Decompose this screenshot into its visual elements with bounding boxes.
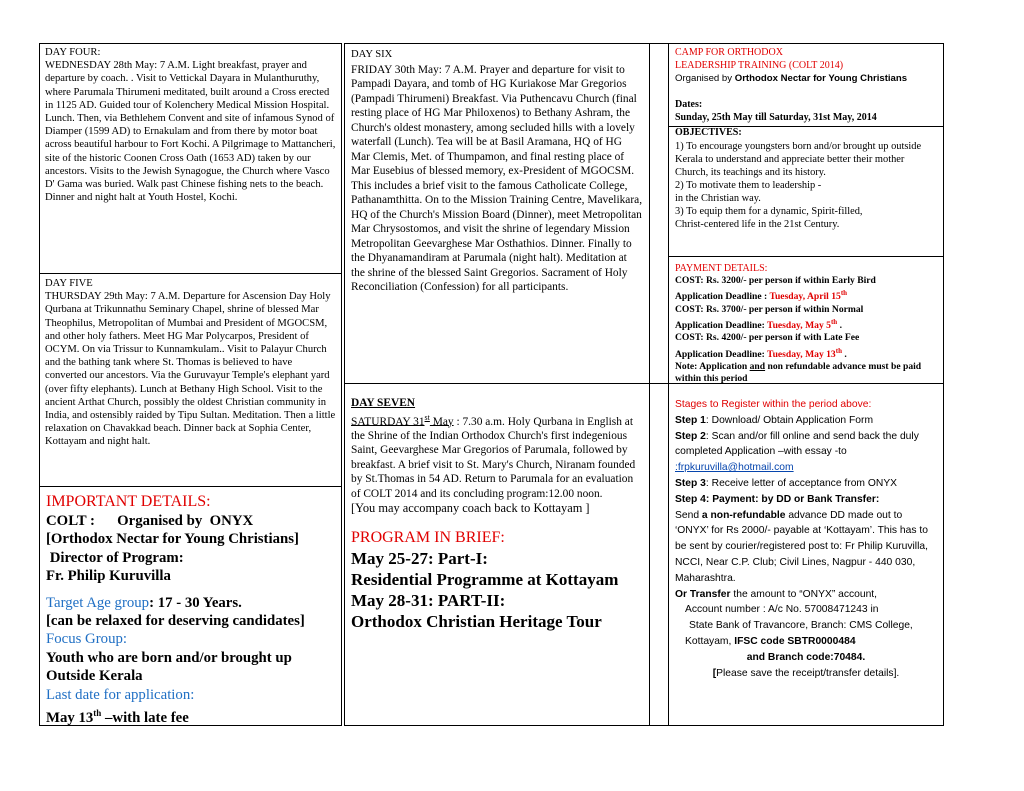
part1-dates: May 25-27: Part-I: (351, 548, 488, 568)
day-five-heading: DAY FIVE (45, 278, 93, 289)
dates-value: Sunday, 25th May till Saturday, 31st May, 2014 (675, 111, 877, 123)
camp-cell (668, 43, 944, 257)
day-seven-text: SATURDAY 31st May : 7.30 a.m. Holy Qurbana in English at the Shrine of the Indian Orthodox Church's first indegenious Saint, Geevarghese Mar Gregorios of Parumala, followed by breakfast. A brief visit to St. Mary's Church, Niranam founded by St.Thomas in 54 AD. Return to Parumala for an evaluation of COLT 2014 and its concluding program:12.00 noon. (351, 412, 636, 500)
target-age: Target Age group: 17 - 30 Years. (46, 594, 242, 611)
focus-value: Youth who are born and/or brought up Outside Kerala (46, 649, 292, 685)
day-four-heading: DAY FOUR: (45, 47, 101, 58)
dates-label: Dates: (675, 99, 703, 110)
camp-title-line2: LEADERSHIP TRAINING (COLT 2014) (675, 59, 844, 71)
dd-instructions: Send a non-refundable advance DD made out to ‘ONYX’ for Rs 2000/- payable at ‘Kottayam’. This has to be sent by courier/registered post to: Fr Philip Kuruvilla, NCCI, Near C.P. Club; Civil Lines, Nagpur - 440 030, Maharashtra. (675, 509, 928, 584)
cost-late-fee: COST: Rs. 4200/- per person if with Late Fee (675, 332, 860, 344)
bank-branch: State Bank of Travancore, Branch: CMS College, (689, 620, 913, 632)
day-five-cell (39, 273, 342, 487)
transfer-line: Or Transfer the amount to “ONYX” account, (675, 588, 878, 600)
colt-organiser: COLT : Organised by ONYX (46, 513, 254, 529)
last-date-label: Last date for application: (46, 686, 195, 703)
deadline-normal: Application Deadline: Tuesday, May 5th . (675, 318, 842, 332)
day-seven-cell (344, 383, 650, 726)
important-heading: IMPORTANT DETAILS: (46, 493, 211, 510)
organised-by: Organised by Orthodox Nectar for Young Christians (675, 73, 908, 84)
day-six-heading: DAY SIX (351, 49, 393, 60)
objective-3a: 3) To equip them for a dynamic, Spirit-filled, (675, 205, 863, 217)
day-six-cell (344, 43, 650, 384)
cost-normal: COST: Rs. 3700/- per person if within Normal (675, 303, 864, 315)
day-seven-heading: DAY SEVEN (351, 397, 416, 409)
camp-title-line1: CAMP FOR ORTHODOX (675, 47, 783, 58)
day-five-text: THURSDAY 29th May: 7 A.M. Departure for Ascension Day Holy Qurbana at Trikunnathu Seminary Chapel, shrine of blessed Mar Theophilus, Metropolitan of Mumbai and President of MGOCSM, and other holy fathers. Meet HG Mar Polycarpos, President of OCYM. On via Trissur to Kunnamkulam.. Visit to Palayur Church and the bathing tank where St. Thomas is believed to have converted our ancestors. Via the Guruvayur Temple's elephant yard (over fifty elephants). Lunch at Bethany High School. Visit to the ancient Arthat Church, possibly the oldest Christian community in India, and ostensibly raided by Tipu Sultan. Meditation. Then a little relaxation on Chavakkad beach. Dinner back at Sophia Center, Kottayam and night halt. (45, 291, 336, 448)
part1-name: Residential Programme at Kottayam (351, 569, 619, 589)
deadline-late-fee: Application Deadline: Tuesday, May 13th . (675, 346, 847, 360)
stages-heading: Stages to Register within the period above: (675, 399, 872, 410)
director-name: Fr. Philip Kuruvilla (46, 568, 171, 585)
part2-dates: May 28-31: PART-II: (351, 590, 506, 610)
coach-note: [You may accompany coach back to Kottayam ] (351, 501, 590, 516)
cost-early-bird: COST: Rs. 3200/- per person if within Early Bird (675, 275, 876, 287)
objectives-label: OBJECTIVES: (675, 127, 742, 138)
payment-heading: PAYMENT DETAILS: (675, 263, 768, 274)
payment-note: Note: Application and non refundable advance must be paid within this period (675, 360, 922, 384)
spacer-column-bottom (649, 383, 669, 726)
objective-2a: 2) To motivate them to leadership - (675, 179, 822, 191)
account-number: Account number : A/c No. 57008471243 in (685, 604, 879, 616)
contact-email[interactable] (675, 460, 937, 476)
payment-cell (668, 256, 944, 384)
step-1: Step 1: Download/ Obtain Application Form (675, 414, 874, 426)
spacer-column-top (649, 43, 669, 384)
onyx-full-name: [Orthodox Nectar for Young Christians] (46, 531, 299, 548)
last-date-value: May 13th –with late fee (46, 708, 189, 726)
save-receipt-note: [Please save the receipt/transfer details]. (712, 667, 900, 679)
part2-name: Orthodox Christian Heritage Tour (351, 611, 602, 631)
objective-3b: Christ-centered life in the 21st Century. (675, 218, 840, 230)
focus-label: Focus Group: (46, 631, 127, 648)
program-heading: PROGRAM IN BRIEF: (351, 528, 505, 546)
step-4: Step 4: Payment: by DD or Bank Transfer: (675, 493, 880, 505)
step-2: Step 2: Scan and/or fill online and send back the duly completed Application –with essay -to (675, 430, 919, 458)
branch-code: and Branch code:70484. (746, 651, 866, 663)
day-four-cell (39, 43, 342, 274)
stages-cell (668, 383, 944, 726)
email-link[interactable]: :frpkuruvilla@hotmail.com (675, 462, 794, 474)
ifsc-code: Kottayam, IFSC code SBTR0000484 (685, 635, 856, 647)
relax-note: [can be relaxed for deserving candidates] (46, 613, 305, 630)
objective-2b: in the Christian way. (675, 192, 761, 204)
step-3: Step 3: Receive letter of acceptance from ONYX (675, 477, 898, 489)
deadline-early-bird: Application Deadline : Tuesday, April 15th (675, 289, 848, 303)
day-six-text: FRIDAY 30th May: 7 A.M. Prayer and departure for visit to Pampadi Dayara, and tomb of HG Kuriakose Mar Gregorios (Pampadi Thirumeni) Breakfast. Via Puthencavu Church (final resting place of HG Mar Philoxenos) to Bethany Ashram, the Church's oldest monastery, among secluded hills with a lovely waterfall (Lunch). Tea will be at Basil Aramana, HQ of HG Mar Clemis, Met. of Thumpamon, and final resting place of Mar Eusebius of blessed memory, ex-President of MGOCSM. This includes a brief visit to the famous Catholicate College, Pathanamthitta. On to the Mission Training Centre, Mavelikara, HQ of the Church's Mission Board (Dinner), meet Metropolitan Mar Chrysostomos, and visit the shrine of legendary Mission Metropolitan Geevarghese Mar Osthathios. Dinner. Finally to the Dhyanamandiram at Parumala (night halt). Meditation at the shrine of the blessed Saint Gregorios. Sacrament of Holy Reconciliation (Confession) for all participants. (351, 63, 643, 293)
important-details-cell (39, 486, 342, 726)
day-four-text: WEDNESDAY 28th May: 7 A.M. Light breakfast, prayer and departure by coach. . Visit to Vettickal Dayara in Mulanthuruthy, where Parumala Thirumeni meditated, built around a Cross erected in 1125 AD. Guided tour of Kolenchery Medical Mission Hospital. Lunch. Then, via Bethlehem Convent and site of infamous Synod of Diamper (1599 AD) to Ernakulam and from there by motor boat across beautiful harbour to Fort Kochi. A Pilgrimage to Mattancheri, site of the historic Coonen Cross Oath (1653 AD) taken by our ancestors. Visits to the Jewish Synagogue, the Church where Vasco D' Gama was buried. Walk past Chinese fishing nets to the beach. Dinner and night halt at Youth Hostel, Kochi. (45, 60, 336, 204)
objective-1: 1) To encourage youngsters born and/or brought up outside Kerala to understand and appreciate better their mother Church, its teachings and its history. (675, 140, 922, 178)
director-label: Director of Program: (46, 549, 184, 566)
